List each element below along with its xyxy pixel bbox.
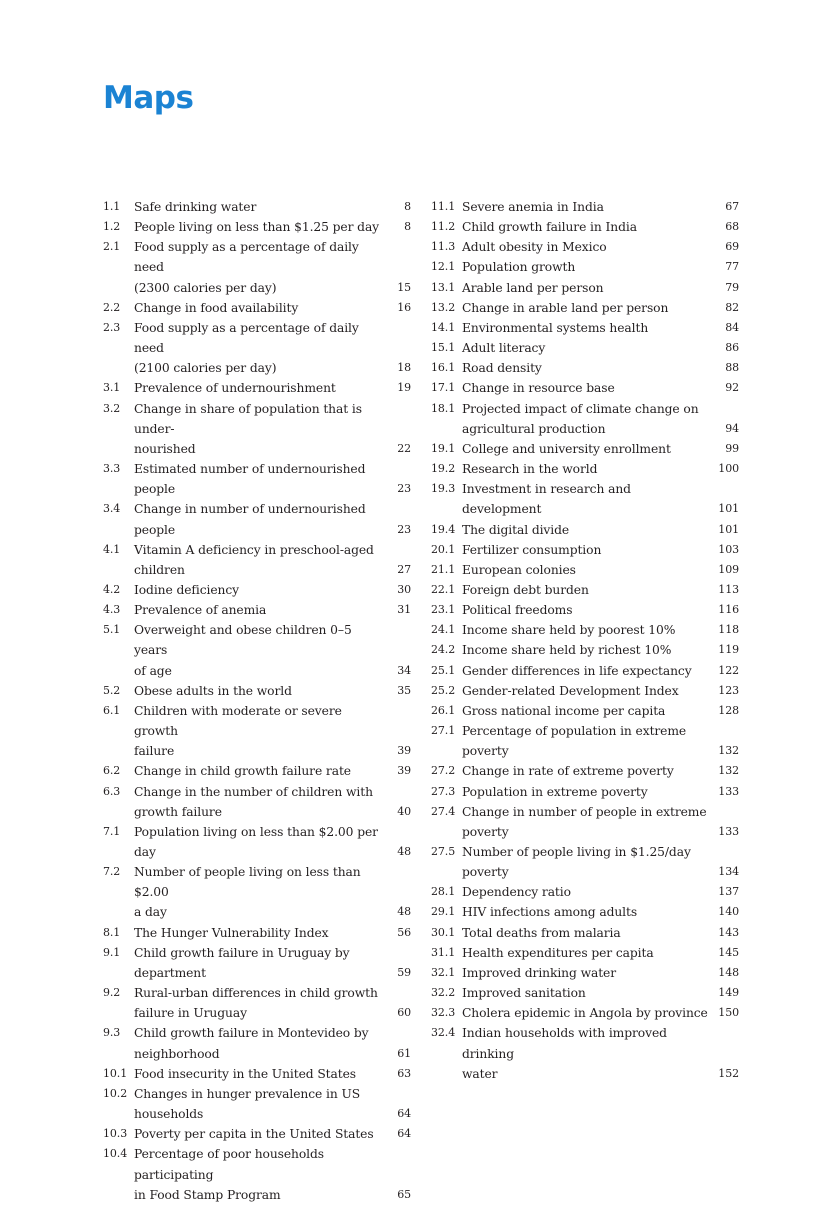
map-page: 31 <box>397 603 411 617</box>
map-page: 39 <box>397 764 411 778</box>
map-page: 101 <box>718 522 739 536</box>
map-entry <box>431 358 739 378</box>
map-title: HIV infections among adults <box>462 905 638 920</box>
map-number: 9.2 <box>103 986 121 1000</box>
map-page: 8 <box>404 220 411 234</box>
map-entry <box>103 298 411 318</box>
map-title: Overweight and obese children 0–5 years of age <box>134 623 352 678</box>
map-number: 26.1 <box>431 703 456 717</box>
map-title: Income share held by richest 10% <box>462 643 672 658</box>
map-number: 5.1 <box>103 623 121 637</box>
map-entry <box>103 862 411 922</box>
map-entry <box>431 721 739 761</box>
map-title: Research in the world <box>462 462 598 477</box>
map-title: Number of people living in $1.25/day poverty <box>462 845 691 880</box>
map-number: 22.1 <box>431 582 456 596</box>
map-number: 32.2 <box>431 986 456 1000</box>
map-entry <box>103 1084 411 1124</box>
map-page: 94 <box>725 421 739 435</box>
map-page: 27 <box>397 562 411 576</box>
map-page: 140 <box>718 905 739 919</box>
map-entry <box>431 197 739 217</box>
map-page: 18 <box>397 361 411 375</box>
map-entry <box>431 782 739 802</box>
map-number: 24.1 <box>431 623 456 637</box>
map-entry <box>431 943 739 963</box>
map-title: Arable land per person <box>462 280 604 295</box>
map-number: 11.3 <box>431 240 456 254</box>
map-page: 145 <box>718 945 739 959</box>
map-title: Changes in hunger prevalence in US households <box>134 1086 361 1122</box>
map-title: Gross national income per capita <box>462 703 666 718</box>
map-entry <box>103 761 411 781</box>
map-number: 19.1 <box>431 441 456 455</box>
map-number: 1.2 <box>103 220 121 234</box>
maps-list-left <box>103 197 411 1205</box>
map-entry <box>431 620 739 640</box>
map-title: Road density <box>462 361 542 376</box>
map-entry <box>431 842 739 882</box>
map-page: 84 <box>725 320 739 334</box>
map-title: Obese adults in the world <box>134 683 292 698</box>
map-title: The Hunger Vulnerability Index <box>134 925 329 940</box>
map-page: 92 <box>725 381 739 395</box>
map-page: 113 <box>718 582 739 596</box>
map-number: 4.1 <box>103 542 121 556</box>
map-page: 118 <box>718 623 739 637</box>
page-title: Maps <box>103 80 194 116</box>
map-entry <box>431 237 739 257</box>
map-page: 101 <box>718 502 739 516</box>
map-title: Food supply as a percentage of daily need (2100 calories per day) <box>134 320 359 376</box>
map-entry <box>103 943 411 983</box>
map-title: Change in resource base <box>462 381 615 396</box>
map-page: 132 <box>718 744 739 758</box>
map-page: 19 <box>397 381 411 395</box>
map-number: 19.3 <box>431 482 456 496</box>
map-number: 3.2 <box>103 401 121 415</box>
map-title: Population in extreme poverty <box>462 784 648 799</box>
map-page: 122 <box>718 663 739 677</box>
map-entry <box>431 298 739 318</box>
map-entry <box>103 983 411 1023</box>
map-number: 12.1 <box>431 260 456 274</box>
map-number: 16.1 <box>431 361 456 375</box>
map-page: 103 <box>718 542 739 556</box>
map-page: 134 <box>718 865 739 879</box>
map-page: 64 <box>397 1107 411 1121</box>
map-entry <box>103 600 411 620</box>
map-number: 28.1 <box>431 885 456 899</box>
map-number: 27.4 <box>431 804 456 818</box>
map-title: Gender-related Development Index <box>462 683 679 698</box>
map-entry <box>103 923 411 943</box>
map-entry <box>431 257 739 277</box>
map-entry <box>103 620 411 680</box>
map-entry <box>431 318 739 338</box>
map-entry <box>431 963 739 983</box>
map-number: 4.2 <box>103 582 121 596</box>
map-page: 30 <box>397 582 411 596</box>
map-entry <box>103 681 411 701</box>
map-number: 8.1 <box>103 925 121 939</box>
map-entry <box>431 802 739 842</box>
map-page: 137 <box>718 885 739 899</box>
map-page: 63 <box>397 1066 411 1080</box>
map-number: 7.2 <box>103 865 121 879</box>
map-title: Poverty per capita in the United States <box>134 1127 374 1142</box>
map-title: Population living on less than $2.00 per day <box>134 824 378 859</box>
map-title: Income share held by poorest 10% <box>462 623 676 638</box>
map-number: 2.2 <box>103 300 121 314</box>
map-page: 148 <box>718 965 739 979</box>
map-page: 64 <box>397 1127 411 1141</box>
map-page: 133 <box>718 824 739 838</box>
map-title: Estimated number of undernourished people <box>134 462 366 497</box>
map-page: 56 <box>397 925 411 939</box>
map-number: 20.1 <box>431 542 456 556</box>
map-number: 18.1 <box>431 401 456 415</box>
map-title: Gender differences in life expectancy <box>462 663 692 678</box>
map-entry <box>431 278 739 298</box>
map-page: 15 <box>397 280 411 294</box>
map-page: 143 <box>718 925 739 939</box>
map-title: Adult literacy <box>462 341 546 356</box>
map-entry <box>431 1023 739 1083</box>
map-title: Change in child growth failure rate <box>134 764 351 779</box>
map-page: 128 <box>718 703 739 717</box>
map-page: 39 <box>397 744 411 758</box>
map-title: Number of people living on less than $2.00 a day <box>134 865 361 920</box>
map-number: 19.2 <box>431 462 456 476</box>
map-number: 14.1 <box>431 320 456 334</box>
map-title: Total deaths from malaria <box>462 925 621 940</box>
map-page: 79 <box>725 280 739 294</box>
map-entry <box>431 540 739 560</box>
map-page: 60 <box>397 1006 411 1020</box>
map-number: 21.1 <box>431 562 456 576</box>
map-page: 48 <box>397 905 411 919</box>
map-number: 7.1 <box>103 824 121 838</box>
map-number: 27.3 <box>431 784 456 798</box>
map-number: 30.1 <box>431 925 456 939</box>
map-page: 34 <box>397 663 411 677</box>
map-page: 116 <box>718 603 739 617</box>
map-number: 15.1 <box>431 341 456 355</box>
map-page: 16 <box>397 300 411 314</box>
map-entry <box>103 1124 411 1144</box>
map-entry <box>103 217 411 237</box>
map-title: Safe drinking water <box>134 200 257 214</box>
map-title: Investment in research and development <box>462 482 631 517</box>
map-number: 24.2 <box>431 643 456 657</box>
map-title: Severe anemia in India <box>462 200 604 214</box>
map-entry <box>431 923 739 943</box>
map-entry <box>103 782 411 822</box>
map-number: 2.3 <box>103 320 121 334</box>
map-title: The digital divide <box>462 522 570 537</box>
map-entry <box>431 681 739 701</box>
map-page: 23 <box>397 482 411 496</box>
map-number: 32.3 <box>431 1006 456 1020</box>
map-entry <box>431 217 739 237</box>
map-number: 3.1 <box>103 381 121 395</box>
map-title: Food insecurity in the United States <box>134 1066 356 1081</box>
map-number: 13.2 <box>431 300 456 314</box>
map-number: 23.1 <box>431 603 456 617</box>
map-title: Projected impact of climate change on agricultural production <box>462 401 699 436</box>
map-title: Environmental systems health <box>462 320 649 335</box>
map-title: Foreign debt burden <box>462 582 589 597</box>
map-number: 9.1 <box>103 945 121 959</box>
map-page: 8 <box>404 200 411 213</box>
map-page: 133 <box>718 784 739 798</box>
map-number: 29.1 <box>431 905 456 919</box>
map-entry <box>103 197 411 217</box>
map-entry <box>431 560 739 580</box>
map-title: Food supply as a percentage of daily need (2300 calories per day) <box>134 240 359 295</box>
map-entry <box>103 1144 411 1204</box>
map-title: Prevalence of undernourishment <box>134 381 336 396</box>
map-page: 23 <box>397 522 411 536</box>
map-entry <box>103 540 411 580</box>
map-title: Prevalence of anemia <box>134 603 267 618</box>
map-number: 5.2 <box>103 683 121 697</box>
map-entry <box>103 822 411 862</box>
map-number: 27.2 <box>431 764 456 778</box>
maps-list-right <box>431 197 739 1084</box>
map-title: Indian households with improved drinking water <box>462 1026 667 1081</box>
map-title: Adult obesity in Mexico <box>462 240 607 255</box>
map-page: 152 <box>718 1066 739 1080</box>
map-entry <box>103 1023 411 1063</box>
map-title: European colonies <box>462 562 576 577</box>
map-title: Child growth failure in Uruguay by department <box>134 945 350 980</box>
map-page: 68 <box>725 220 739 234</box>
map-number: 11.1 <box>431 200 456 213</box>
map-entry <box>431 661 739 681</box>
map-title: People living on less than $1.25 per day <box>134 220 380 235</box>
map-title: Change in arable land per person <box>462 300 669 315</box>
map-page: 40 <box>397 804 411 818</box>
map-title: Change in share of population that is under- nourished <box>134 401 362 456</box>
map-number: 10.3 <box>103 1127 128 1141</box>
map-entry <box>431 439 739 459</box>
map-page: 149 <box>718 986 739 1000</box>
map-title: Change in food availability <box>134 300 299 315</box>
map-entry <box>103 701 411 761</box>
map-number: 6.2 <box>103 764 121 778</box>
map-entry <box>431 520 739 540</box>
map-number: 10.1 <box>103 1066 128 1080</box>
map-title: Improved drinking water <box>462 965 617 980</box>
map-title: Fertilizer consumption <box>462 542 602 557</box>
map-entry <box>103 237 411 297</box>
map-page: 69 <box>725 240 739 254</box>
map-title: Dependency ratio <box>462 885 571 900</box>
map-title: Vitamin A deficiency in preschool-aged children <box>134 542 374 577</box>
map-number: 13.1 <box>431 280 456 294</box>
map-number: 27.1 <box>431 724 456 738</box>
map-title: College and university enrollment <box>462 441 671 456</box>
map-title: Improved sanitation <box>462 986 586 1001</box>
map-entry <box>103 318 411 378</box>
map-number: 2.1 <box>103 240 121 254</box>
map-page: 132 <box>718 764 739 778</box>
map-entry <box>431 701 739 721</box>
map-number: 10.2 <box>103 1086 128 1100</box>
map-page: 48 <box>397 845 411 858</box>
map-entry <box>103 399 411 459</box>
map-page: 100 <box>718 462 739 476</box>
map-number: 4.3 <box>103 603 121 617</box>
map-number: 10.4 <box>103 1147 128 1161</box>
map-title: Change in rate of extreme poverty <box>462 764 674 779</box>
map-page: 150 <box>718 1006 739 1020</box>
map-entry <box>431 761 739 781</box>
map-entry <box>431 338 739 358</box>
map-page: 123 <box>718 683 739 697</box>
map-entry <box>103 1064 411 1084</box>
map-entry <box>103 378 411 398</box>
map-number: 6.3 <box>103 784 121 798</box>
map-number: 11.2 <box>431 220 456 234</box>
map-entry <box>103 580 411 600</box>
map-number: 31.1 <box>431 945 456 959</box>
map-entry <box>103 499 411 539</box>
map-entry <box>431 580 739 600</box>
map-title: Population growth <box>462 260 576 275</box>
map-title: Percentage of poor households participating in Food Stamp Program <box>134 1147 324 1202</box>
map-page: 109 <box>718 562 739 576</box>
map-title: Children with moderate or severe growth failure <box>134 703 342 759</box>
map-page: 86 <box>725 341 739 355</box>
map-number: 25.2 <box>431 683 456 697</box>
map-page: 77 <box>725 260 739 274</box>
map-entry <box>431 378 739 398</box>
map-number: 32.1 <box>431 965 456 979</box>
map-entry <box>431 1003 739 1023</box>
map-number: 3.3 <box>103 462 121 476</box>
map-entry <box>431 600 739 620</box>
map-title: Change in number of undernourished people <box>134 502 366 537</box>
map-title: Cholera epidemic in Angola by province <box>462 1006 708 1021</box>
map-entry <box>431 399 739 439</box>
map-title: Iodine deficiency <box>134 582 239 597</box>
map-title: Rural-urban differences in child growth failure in Uruguay <box>134 986 378 1021</box>
map-title: Change in number of people in extreme poverty <box>462 804 707 839</box>
map-page: 82 <box>725 300 739 314</box>
map-entry <box>431 983 739 1003</box>
map-number: 1.1 <box>103 200 121 213</box>
map-page: 88 <box>725 361 739 375</box>
map-number: 32.4 <box>431 1026 456 1040</box>
map-page: 59 <box>397 965 411 979</box>
map-number: 27.5 <box>431 845 456 858</box>
map-page: 65 <box>397 1187 411 1201</box>
map-number: 3.4 <box>103 502 121 516</box>
map-title: Child growth failure in India <box>462 220 637 235</box>
map-title: Child growth failure in Montevideo by neighborhood <box>134 1026 369 1061</box>
map-entry <box>431 479 739 519</box>
map-title: Health expenditures per capita <box>462 945 654 960</box>
map-entry <box>103 459 411 499</box>
map-page: 35 <box>397 683 411 697</box>
map-page: 67 <box>725 200 739 213</box>
map-title: Political freedoms <box>462 603 573 618</box>
map-page: 99 <box>725 441 739 455</box>
map-number: 19.4 <box>431 522 456 536</box>
map-page: 22 <box>397 441 411 455</box>
map-number: 25.1 <box>431 663 456 677</box>
map-title: Change in the number of children with growth failure <box>134 784 373 819</box>
map-entry <box>431 902 739 922</box>
map-number: 9.3 <box>103 1026 121 1040</box>
map-title: Percentage of population in extreme poverty <box>462 724 687 759</box>
map-number: 17.1 <box>431 381 456 395</box>
map-number: 6.1 <box>103 703 121 717</box>
map-page: 61 <box>397 1046 411 1060</box>
map-page: 119 <box>718 643 739 657</box>
map-entry <box>431 882 739 902</box>
map-entry <box>431 640 739 660</box>
map-entry <box>431 459 739 479</box>
